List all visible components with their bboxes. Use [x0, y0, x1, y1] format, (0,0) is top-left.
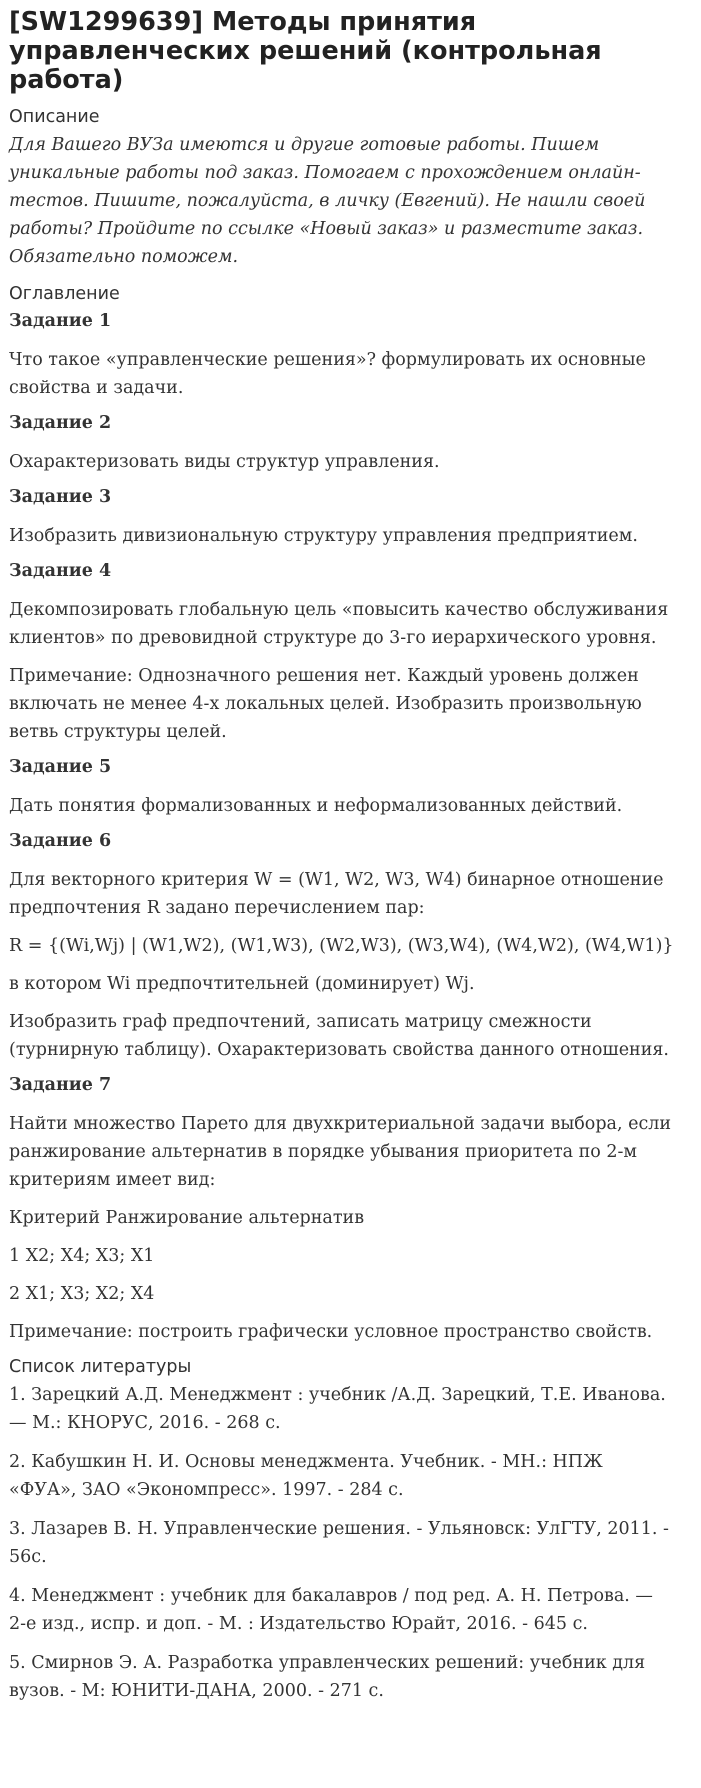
- task-text: Критерий Ранжирование альтернатив: [9, 1208, 365, 1228]
- task-title: Задание 1: [9, 311, 112, 331]
- page-title: [SW1299639] Методы принятия управленческих решений (контрольная работа): [9, 7, 602, 95]
- task-text: Для векторного критерия W = (W1, W2, W3, W4) бинарное отношение предпочтения R задано перечислением пар:: [9, 870, 664, 918]
- reference-item: 1. Зарецкий А.Д. Менеджмент : учебник /А.Д. Зарецкий, Т.Е. Иванова. — М.: КНОРУС, 2016. - 268 с.: [9, 1385, 666, 1433]
- toc-label: Оглавление: [9, 284, 120, 304]
- task-5: [9, 756, 674, 820]
- references-label: Список литературы: [9, 1357, 192, 1377]
- references-list: [9, 1381, 674, 1705]
- description-label: Описание: [9, 107, 100, 127]
- task-1: [9, 310, 674, 402]
- task-note: Примечание: Однозначного решения нет. Каждый уровень должен включать не менее 4-х локальных целей. Изобразить произвольную ветвь структуры целей.: [9, 666, 642, 742]
- reference-item: 4. Менеджмент : учебник для бакалавров / под ред. А. Н. Петрова. — 2-е изд., испр. и доп. - М. : Издательство Юрайт, 2016. - 645 с.: [9, 1586, 653, 1634]
- task-title: Задание 6: [9, 831, 112, 851]
- reference-item: 5. Смирнов Э. А. Разработка управленческих решений: учебник для вузов. - М: ЮНИТИ-ДАНА, 2000. - 271 с.: [9, 1653, 646, 1701]
- task-text: 1 X2; X4; X3; X1: [9, 1246, 155, 1266]
- task-text: Дать понятия формализованных и неформализованных действий.: [9, 796, 623, 816]
- task-text: Что такое «управленческие решения»? формулировать их основные свойства и задачи.: [9, 350, 646, 398]
- task-title: Задание 2: [9, 413, 112, 433]
- task-note: Примечание: построить графически условное пространство свойств.: [9, 1322, 653, 1342]
- task-title: Задание 7: [9, 1075, 112, 1095]
- task-2: [9, 412, 674, 476]
- task-6: [9, 830, 674, 1064]
- task-text: Найти множество Парето для двухкритериальной задачи выбора, если ранжирование альтернатив в порядке убывания приоритета по 2-м критериям имеет вид:: [9, 1114, 672, 1190]
- task-text: Охарактеризовать виды структур управления.: [9, 452, 440, 472]
- task-formula: R = {(Wi,Wj) | (W1,W2), (W1,W3), (W2,W3), (W3,W4), (W4,W2), (W4,W1)}: [9, 936, 674, 956]
- task-4: [9, 560, 674, 746]
- reference-item: 2. Кабушкин Н. И. Основы менеджмента. Учебник. - МН.: НПЖ «ФУА», ЗАО «Экономпресс». 1997. - 284 с.: [9, 1452, 603, 1500]
- tasks-section: [9, 310, 674, 1346]
- task-title: Задание 4: [9, 561, 112, 581]
- task-text: 2 X1; X3; X2; X4: [9, 1284, 155, 1304]
- task-text: Изобразить граф предпочтений, записать матрицу смежности (турнирную таблицу). Охарактеризовать свойства данного отношения.: [9, 1012, 669, 1060]
- task-title: Задание 5: [9, 757, 112, 777]
- reference-item: 3. Лазарев В. Н. Управленческие решения. - Ульяновск: УлГТУ, 2011. - 56с.: [9, 1519, 669, 1567]
- task-3: [9, 486, 674, 550]
- task-title: Задание 3: [9, 487, 112, 507]
- task-text: Декомпозировать глобальную цель «повысить качество обслуживания клиентов» по древовидной структуре до 3-го иерархического уровня.: [9, 600, 669, 648]
- task-text: Изобразить дивизиональную структуру управления предприятием.: [9, 526, 638, 546]
- task-7: [9, 1074, 674, 1346]
- task-text: в котором Wi предпочтительней (доминирует) Wj.: [9, 974, 475, 994]
- description-text: Для Вашего ВУЗа имеются и другие готовые работы. Пишем уникальные работы под заказ. Помогаем с прохождением онлайн-тестов. Пишите, пожалуйста, в личку (Евгений). Не нашли своей работы? Пройдите по ссылке «Новый заказ» и разместите заказ. Обязательно поможем.: [9, 135, 646, 267]
